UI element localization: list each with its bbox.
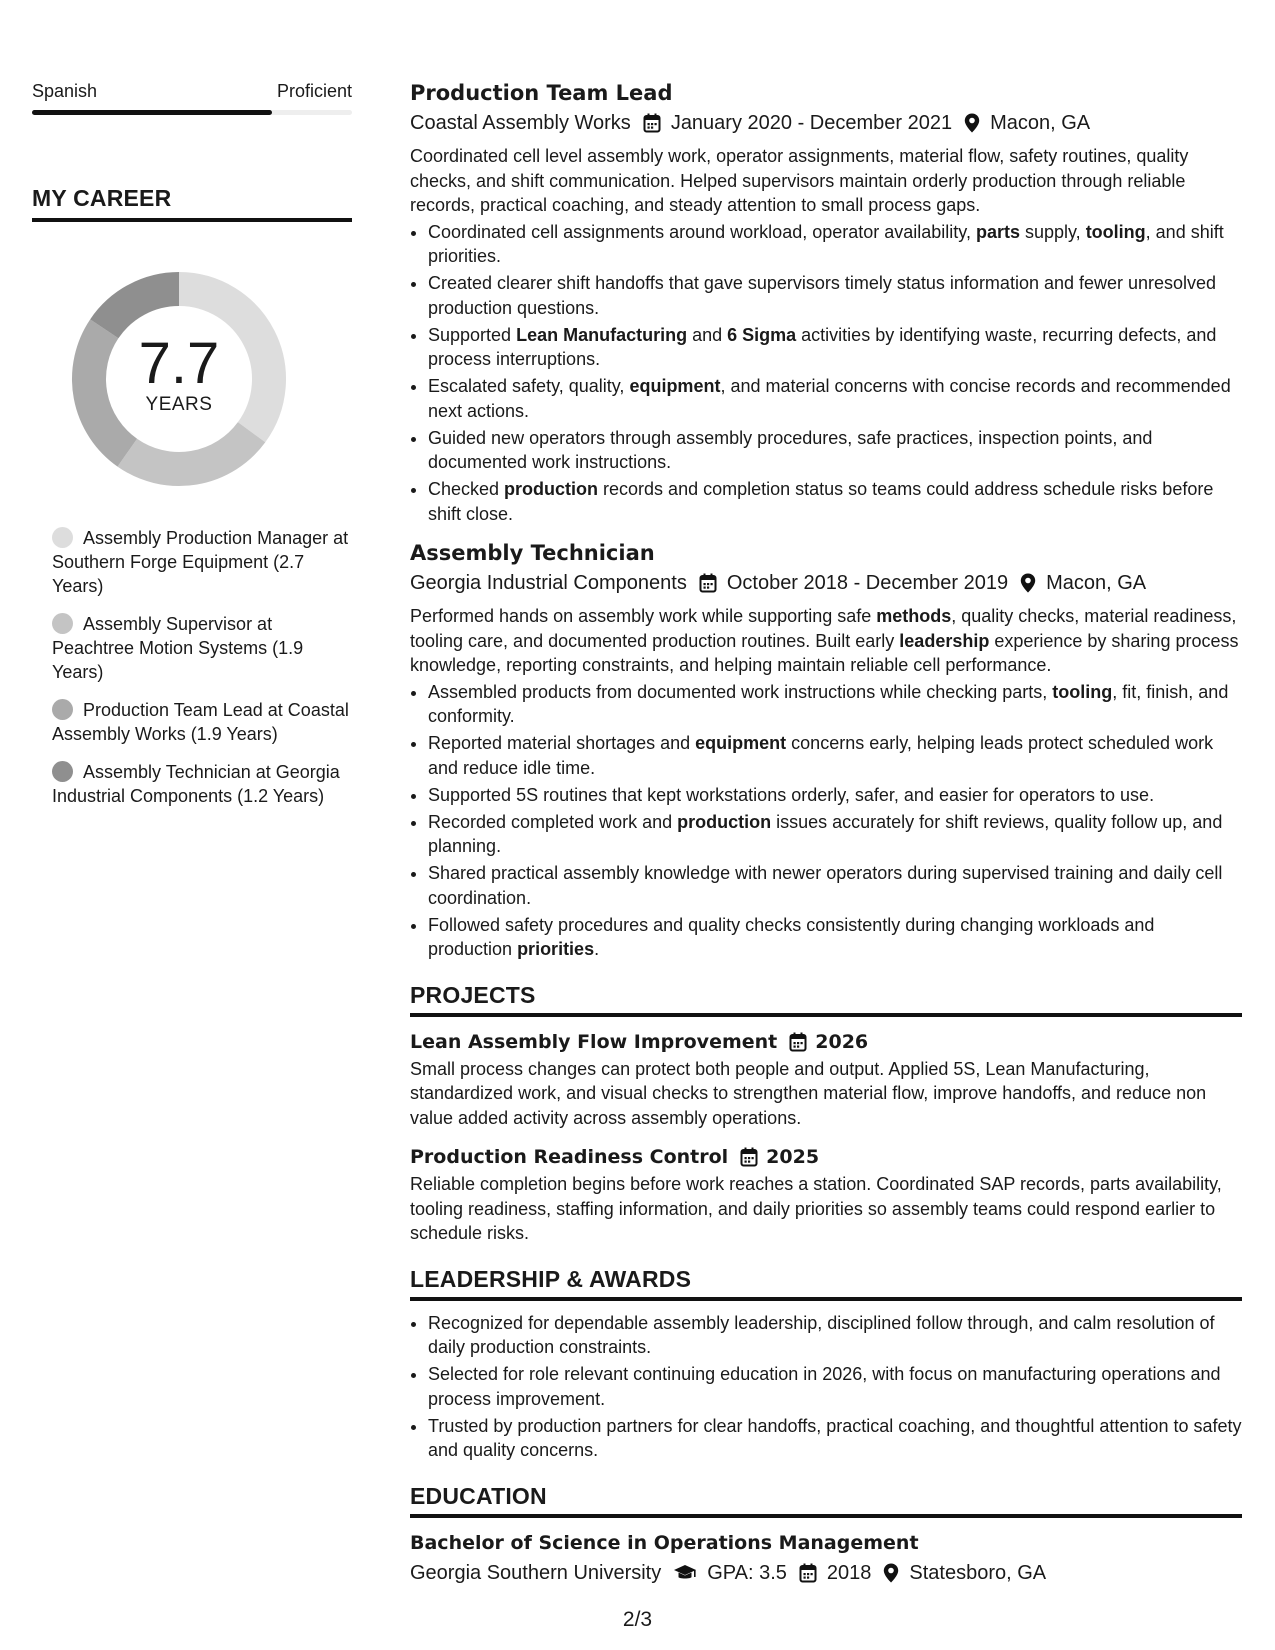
legend-label: Production Team Lead at Coastal Assembly Works (1.9 Years) — [52, 700, 349, 744]
map-pin-icon — [964, 113, 980, 133]
project-year: 2026 — [815, 1030, 869, 1053]
language-proficiency-bar — [32, 110, 352, 115]
project-entry — [410, 1027, 1242, 1131]
legend-label: Assembly Supervisor at Peachtree Motion Systems (1.9 Years) — [52, 614, 304, 682]
project-title: Production Readiness Control — [410, 1146, 729, 1168]
job-summary: Coordinated cell level assembly work, operator assignments, material flow, safety routines, quality checks, and shift communication. Helped supervisors maintain orderly production through reliable records, practical coaching, and steady attention to small process gaps. — [410, 146, 1189, 215]
legend-item — [32, 526, 352, 598]
project-entry — [410, 1142, 1242, 1246]
job-bullets — [410, 680, 1242, 962]
award-bullet: • Recognized for dependable assembly leadership, disciplined follow through, and calm resolution of daily production constraints. — [428, 1311, 1242, 1360]
language-row — [32, 78, 352, 104]
experience-entry — [410, 538, 1242, 962]
award-bullet: • Trusted by production partners for clear handoffs, practical coaching, and thoughtful attention to safety and quality concerns. — [428, 1414, 1242, 1463]
company-name: Coastal Assembly Works — [410, 112, 631, 134]
job-title: Production Team Lead — [410, 81, 673, 105]
job-bullets — [410, 220, 1242, 527]
school-location: Statesboro, GA — [909, 1561, 1047, 1584]
education-meta — [410, 1558, 1242, 1588]
legend-dot-4 — [52, 761, 73, 782]
job-bullet: • Shared practical assembly knowledge with newer operators during supervised training and daily cell coordination. — [428, 861, 1242, 910]
job-bullet: • Supported Lean Manufacturing and 6 Sigma activities by identifying waste, recurring defects, and process interruptions. — [428, 323, 1242, 372]
legend-item — [32, 760, 352, 808]
job-dates: January 2020 - December 2021 — [670, 112, 953, 134]
experience-entry — [410, 78, 1242, 526]
job-meta — [410, 108, 1242, 138]
calendar-icon — [740, 1147, 758, 1167]
donut-center — [66, 266, 292, 492]
job-summary: Performed hands on assembly work while supporting safe methods, quality checks, material readiness, tooling care, and documented production routines. Built early leadership experience by sharing process knowledge, reporting constraints, and helping maintain reliable cell performance. — [410, 606, 1239, 675]
legend-label: Assembly Technician at Georgia Industrial Components (1.2 Years) — [52, 762, 340, 806]
map-pin-icon — [1020, 573, 1036, 593]
job-bullet: • Created clearer shift handoffs that gave supervisors timely status information and fewer unresolved production questions. — [428, 271, 1242, 320]
job-bullet: • Reported material shortages and equipment concerns early, helping leads protect scheduled work and reduce idle time. — [428, 731, 1242, 780]
legend-item — [32, 612, 352, 684]
calendar-icon — [643, 113, 661, 133]
legend-label: Assembly Production Manager at Southern Forge Equipment (2.7 Years) — [52, 528, 349, 596]
school-name: Georgia Southern University — [410, 1561, 662, 1584]
experience-list — [410, 78, 1242, 962]
main-content — [410, 78, 1242, 1588]
career-donut-chart — [66, 266, 292, 492]
project-year: 2025 — [766, 1146, 820, 1168]
career-legend — [32, 526, 352, 808]
gpa: GPA: 3.5 — [707, 1561, 787, 1584]
job-location: Macon, GA — [990, 112, 1091, 134]
job-bullet: • Supported 5S routines that kept workstations orderly, safer, and easier for operators to use. — [428, 783, 1242, 808]
career-total-years: 7.7 — [138, 331, 220, 396]
job-bullet: • Guided new operators through assembly procedures, safe practices, inspection points, and documented work instructions. — [428, 426, 1242, 475]
company-name: Georgia Industrial Components — [410, 572, 687, 594]
job-bullet: • Checked production records and completion status so teams could address schedule risks before shift close. — [428, 477, 1242, 526]
calendar-icon — [699, 573, 717, 593]
awards-heading: LEADERSHIP & AWARDS — [410, 1266, 1242, 1301]
job-bullet: • Assembled products from documented work instructions while checking parts, tooling, fit, finish, and conformity. — [428, 680, 1242, 729]
map-pin-icon — [883, 1563, 899, 1583]
graduation-year: 2018 — [826, 1561, 872, 1584]
job-bullet: • Coordinated cell assignments around workload, operator availability, parts supply, tooling, and shift priorities. — [428, 220, 1242, 269]
legend-dot-3 — [52, 699, 73, 720]
award-bullet: • Selected for role relevant continuing education in 2026, with focus on manufacturing operations and process improvement. — [428, 1362, 1242, 1411]
language-name: Spanish — [32, 81, 98, 101]
language-proficiency-fill — [32, 110, 272, 115]
project-title-row — [410, 1027, 1242, 1057]
job-meta — [410, 568, 1242, 598]
legend-dot-2 — [52, 613, 73, 634]
job-bullet: • Escalated safety, quality, equipment, and material concerns with concise records and recommended next actions. — [428, 374, 1242, 423]
job-dates: October 2018 - December 2019 — [726, 572, 1009, 594]
page-number: 2/3 — [622, 1608, 653, 1631]
job-location: Macon, GA — [1046, 572, 1147, 594]
job-bullet: • Recorded completed work and production issues accurately for shift reviews, quality follow up, and planning. — [428, 810, 1242, 859]
job-bullet: • Followed safety procedures and quality checks consistently during changing workloads and production priorities. — [428, 913, 1242, 962]
projects-heading: PROJECTS — [410, 982, 1242, 1017]
calendar-icon — [789, 1032, 807, 1052]
project-description: Reliable completion begins before work reaches a station. Coordinated SAP records, parts availability, tooling readiness, staffing information, and daily priorities so assembly teams could respond earlier to schedule risks. — [410, 1174, 1222, 1243]
awards-list — [410, 1311, 1242, 1463]
degree-title: Bachelor of Science in Operations Management — [410, 1531, 919, 1554]
career-total-unit: YEARS — [145, 394, 213, 415]
language-level: Proficient — [276, 81, 352, 101]
education-heading: EDUCATION — [410, 1483, 1242, 1518]
career-heading: MY CAREER — [32, 185, 352, 222]
projects-list — [410, 1027, 1242, 1246]
calendar-icon — [799, 1563, 817, 1583]
project-title: Lean Assembly Flow Improvement — [410, 1030, 778, 1053]
legend-dot-1 — [52, 527, 73, 548]
graduation-cap-icon — [673, 1564, 697, 1582]
project-description: Small process changes can protect both people and output. Applied 5S, Lean Manufacturing, standardized work, and visual checks to strengthen material flow, improve handoffs, and reduce non value added activity across assembly operations. — [410, 1058, 1207, 1128]
legend-item — [32, 698, 352, 746]
sidebar — [32, 78, 352, 822]
job-title: Assembly Technician — [410, 541, 655, 565]
project-title-row — [410, 1142, 1242, 1172]
